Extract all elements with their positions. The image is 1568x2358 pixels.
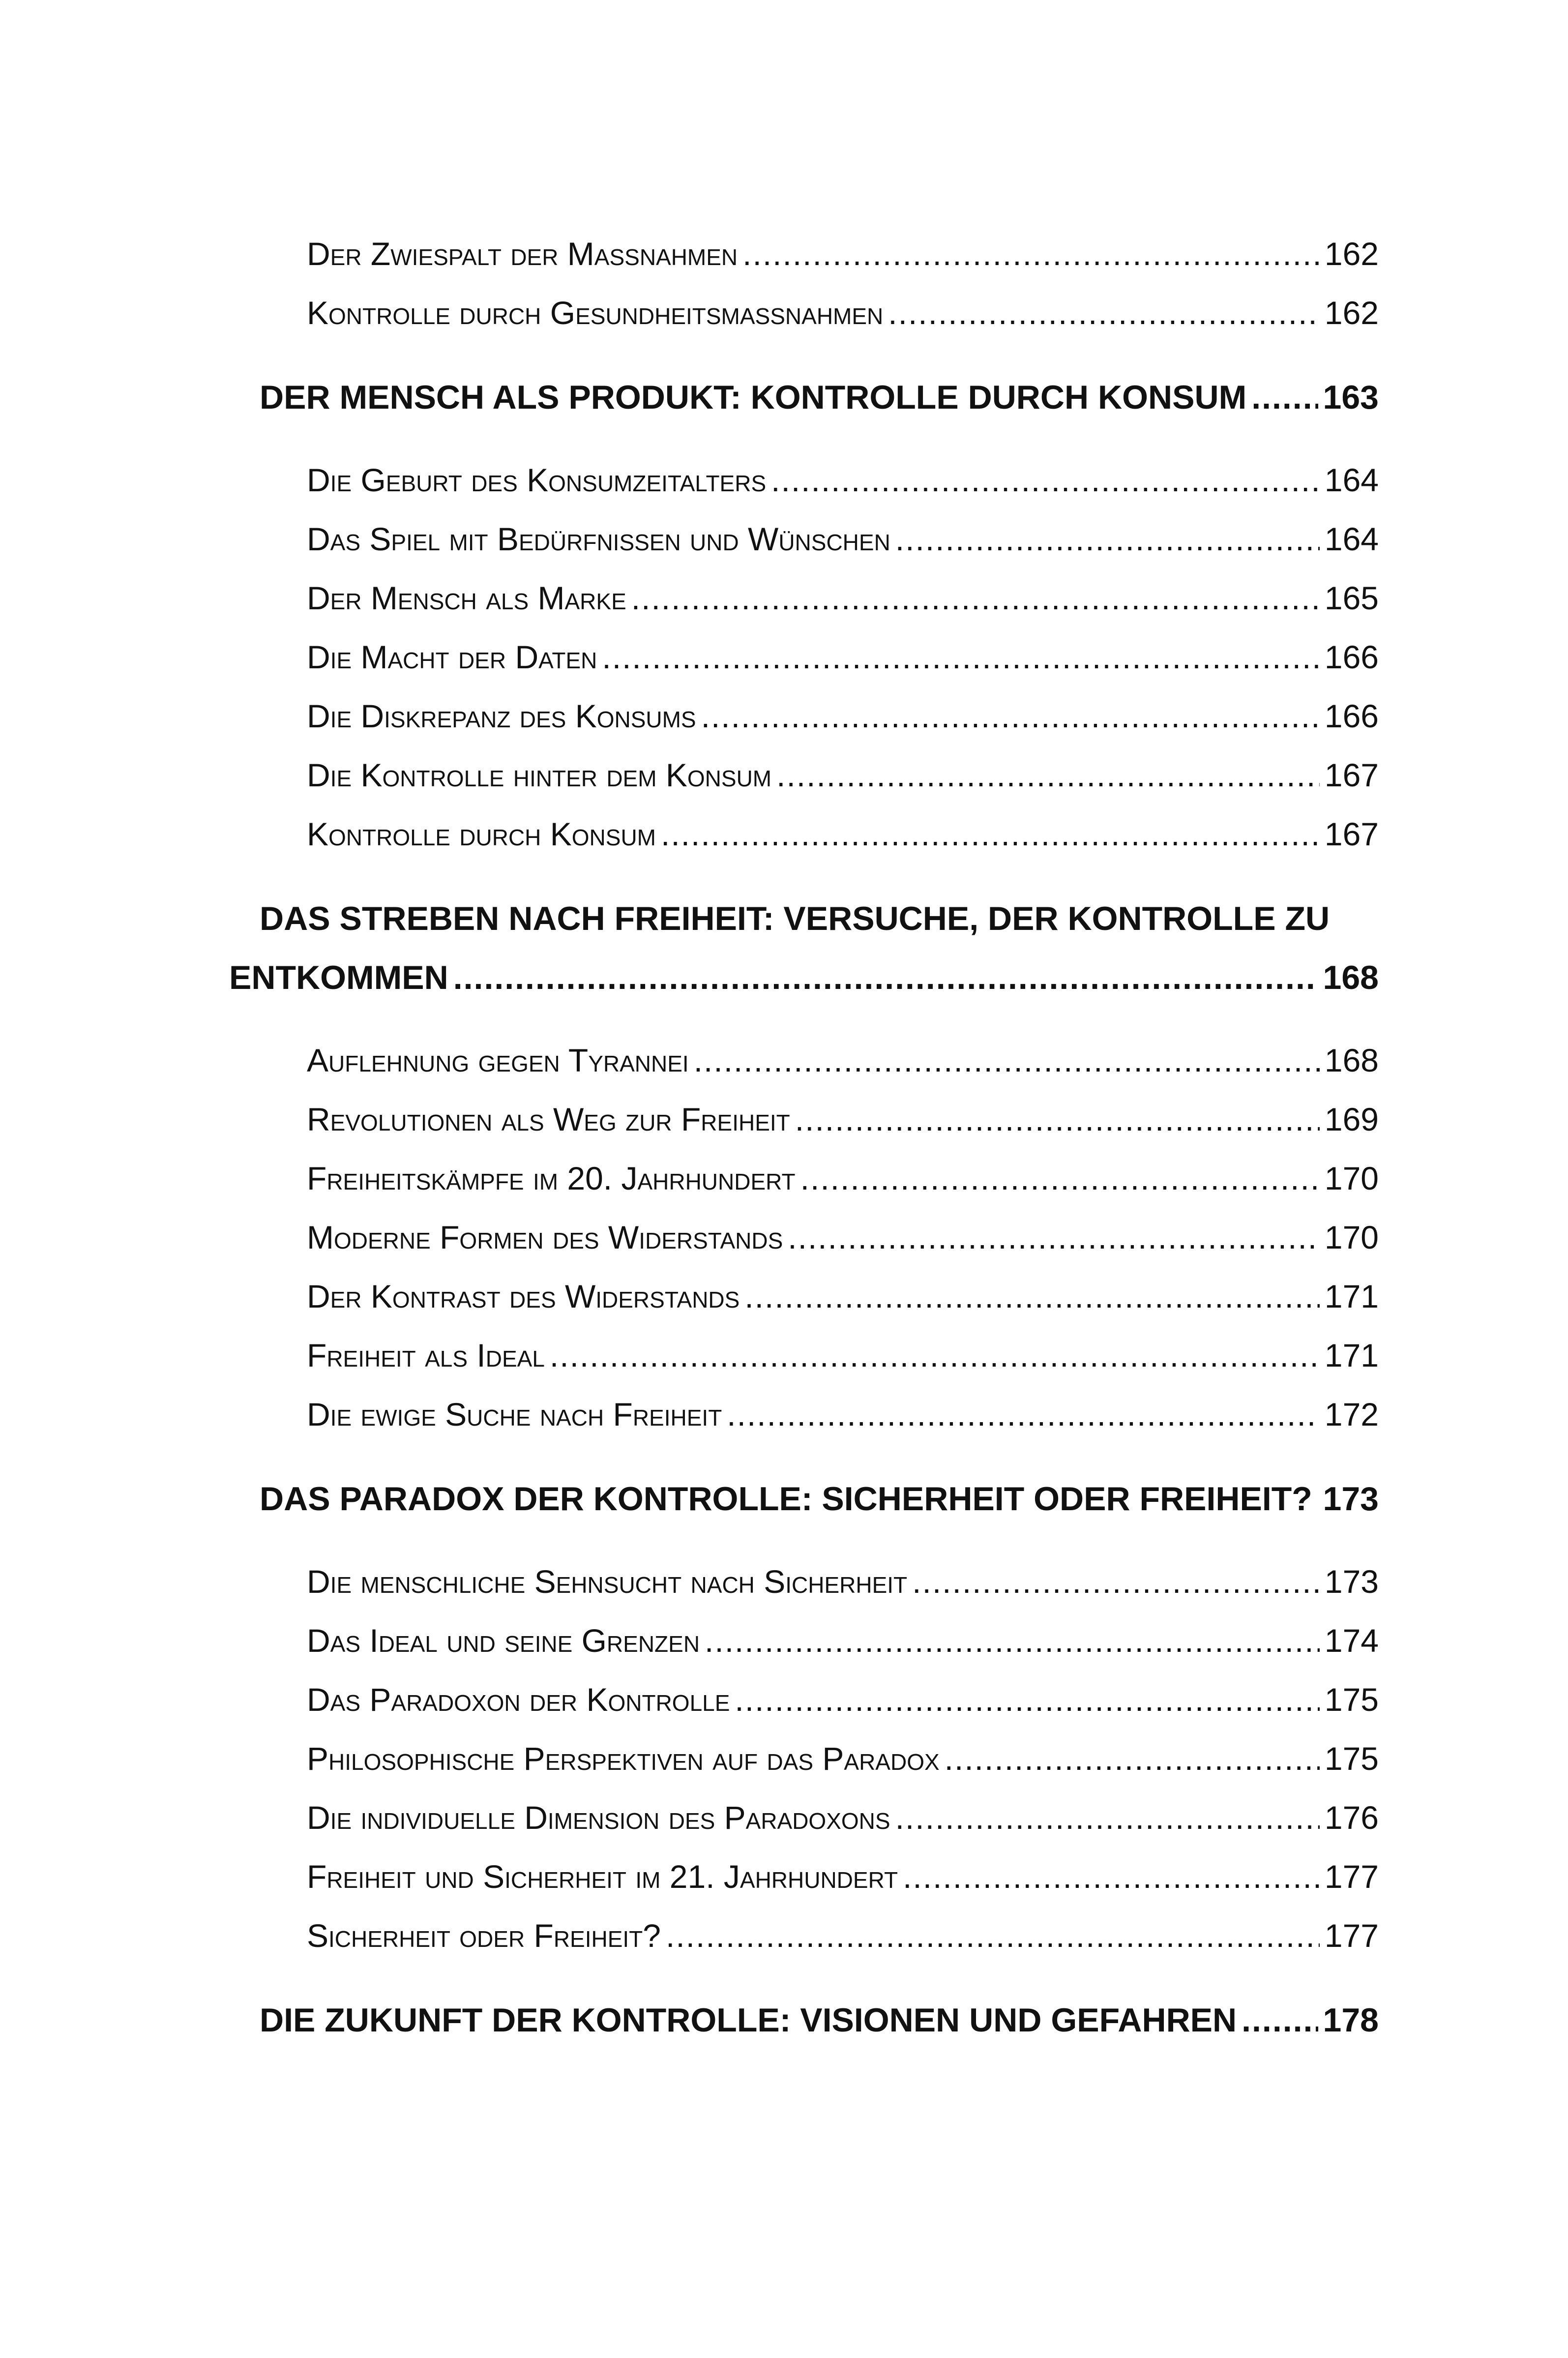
toc-chapter[interactable] (260, 1474, 1379, 1523)
toc-entry-page: 165 (1324, 580, 1379, 616)
toc-entry-title: Kontrolle durch Konsum (307, 816, 656, 852)
toc-entry-title: Die Diskrepanz des Konsums (307, 698, 696, 734)
toc-entry[interactable] (307, 1214, 1379, 1261)
toc-entry-page: 177 (1324, 1858, 1379, 1895)
leader-dots (666, 1912, 1320, 1959)
toc-entry-page: 175 (1324, 1681, 1379, 1718)
leader-dots (888, 289, 1320, 336)
toc-entry-page: 174 (1324, 1622, 1379, 1659)
toc-entry[interactable] (307, 1096, 1379, 1143)
toc-entry-page: 164 (1324, 521, 1379, 557)
toc-chapter[interactable] (260, 1996, 1379, 2045)
toc-entry[interactable] (307, 1676, 1379, 1723)
toc-entry-page: 170 (1324, 1219, 1379, 1255)
toc-chapter-page: 173 (1323, 1480, 1379, 1518)
toc-entry-page: 177 (1324, 1917, 1379, 1954)
toc-entry-page: 175 (1324, 1740, 1379, 1777)
toc-chapter[interactable] (229, 953, 1379, 1002)
toc-chapter-page: 163 (1323, 379, 1379, 416)
toc-entry-title: Die Kontrolle hinter dem Konsum (307, 757, 772, 793)
toc-entry-title: Kontrolle durch Gesundheitsmaßnahmen (307, 295, 884, 331)
toc-entry[interactable] (307, 692, 1379, 740)
toc-entry-title: Freiheit und Sicherheit im 21. Jahrhundert (307, 1858, 898, 1895)
toc-entry-title: Die Macht der Daten (307, 639, 597, 675)
leader-dots (903, 1853, 1320, 1900)
leader-dots (1251, 373, 1318, 422)
leader-dots (631, 574, 1320, 622)
toc-chapter-title-line1[interactable]: DAS STREBEN NACH FREIHEIT: VERSUCHE, DER KONTROLLE ZU (260, 900, 1330, 937)
toc-entry-page: 173 (1324, 1563, 1379, 1600)
toc-entry[interactable] (307, 515, 1379, 563)
toc-entry-title: Das Spiel mit Bedürfnissen und Wünschen (307, 521, 890, 557)
leader-dots (735, 1676, 1319, 1723)
toc-entry-title: Auflehnung gegen Tyrannei (307, 1042, 689, 1078)
toc-entry[interactable] (307, 1037, 1379, 1084)
toc-entry-title: Der Mensch als Marke (307, 580, 626, 616)
toc-entry[interactable] (307, 289, 1379, 336)
toc-chapter-page: 168 (1323, 959, 1379, 996)
toc-entry-title: Das Paradoxon der Kontrolle (307, 1681, 730, 1718)
leader-dots (602, 633, 1319, 681)
toc-entry-title: Die menschliche Sehnsucht nach Sicherheit (307, 1563, 908, 1600)
toc-entry[interactable] (307, 574, 1379, 622)
toc-entry[interactable] (307, 633, 1379, 681)
toc-entry-title: Revolutionen als Weg zur Freiheit (307, 1101, 790, 1137)
toc-entry[interactable] (307, 1617, 1379, 1664)
toc-entry[interactable] (307, 1794, 1379, 1841)
toc-entry-page: 171 (1324, 1278, 1379, 1314)
leader-dots (788, 1214, 1320, 1261)
toc-entry-page: 167 (1324, 816, 1379, 852)
toc-entry-page: 167 (1324, 757, 1379, 793)
leader-dots (661, 810, 1320, 858)
toc-entry-title: Die ewige Suche nach Freiheit (307, 1396, 722, 1433)
toc-chapter-title: DIE ZUKUNFT DER KONTROLLE: VISIONEN UND GEFAHREN (260, 2001, 1237, 2039)
toc-entry[interactable] (307, 1391, 1379, 1438)
toc-entry[interactable] (307, 1558, 1379, 1605)
leader-dots (694, 1037, 1320, 1084)
leader-dots (912, 1558, 1320, 1605)
leader-dots (550, 1332, 1320, 1379)
toc-entry-page: 164 (1324, 462, 1379, 498)
leader-dots (1317, 1474, 1318, 1523)
toc-entry[interactable] (307, 1155, 1379, 1202)
leader-dots (742, 230, 1320, 277)
toc-entry-page: 166 (1324, 698, 1379, 734)
toc-entry-page: 171 (1324, 1337, 1379, 1373)
toc-entry[interactable] (307, 230, 1379, 277)
toc-entry-page: 176 (1324, 1799, 1379, 1836)
toc-entry-page: 162 (1324, 236, 1379, 272)
toc-entry-title: Moderne Formen des Widerstands (307, 1219, 783, 1255)
toc-chapter-title-line2: ENTKOMMEN (229, 959, 448, 996)
toc-chapter-page: 178 (1323, 2001, 1379, 2039)
toc-entry[interactable] (307, 456, 1379, 504)
toc-entry-page: 162 (1324, 295, 1379, 331)
toc-entry-title: Freiheit als Ideal (307, 1337, 545, 1373)
leader-dots (453, 953, 1318, 1002)
toc-entry-title: Philosophische Perspektiven auf das Paradox (307, 1740, 940, 1777)
leader-dots (1242, 1996, 1318, 2045)
leader-dots (895, 515, 1320, 563)
toc-entry-title: Das Ideal und seine Grenzen (307, 1622, 700, 1659)
toc-entry[interactable] (307, 1273, 1379, 1320)
leader-dots (776, 751, 1320, 799)
leader-dots (705, 1617, 1320, 1664)
toc-entry-title: Freiheitskämpfe im 20. Jahrhundert (307, 1160, 796, 1196)
toc-entry-page: 168 (1324, 1042, 1379, 1078)
toc-entry[interactable] (307, 1332, 1379, 1379)
leader-dots (795, 1096, 1320, 1143)
toc-entry-page: 166 (1324, 639, 1379, 675)
toc-entry-page: 170 (1324, 1160, 1379, 1196)
toc-entry-page: 172 (1324, 1396, 1379, 1433)
leader-dots (744, 1273, 1320, 1320)
toc-entry-page: 169 (1324, 1101, 1379, 1137)
toc-chapter-title: DAS PARADOX DER KONTROLLE: SICHERHEIT ODER FREIHEIT? (260, 1480, 1312, 1518)
toc-chapter[interactable] (260, 373, 1379, 422)
toc-entry[interactable] (307, 751, 1379, 799)
leader-dots (727, 1391, 1320, 1438)
leader-dots (771, 456, 1320, 504)
toc-entry-title: Der Zwiespalt der Maßnahmen (307, 236, 738, 272)
toc-entry[interactable] (307, 810, 1379, 858)
toc-entry[interactable] (307, 1735, 1379, 1782)
leader-dots (945, 1735, 1320, 1782)
leader-dots (701, 692, 1320, 740)
leader-dots (800, 1155, 1320, 1202)
toc-entry-title: Die Geburt des Konsumzeitalters (307, 462, 767, 498)
leader-dots (895, 1794, 1320, 1841)
toc-chapter-title: DER MENSCH ALS PRODUKT: KONTROLLE DURCH KONSUM (260, 379, 1247, 416)
toc-entry-title: Der Kontrast des Widerstands (307, 1278, 740, 1314)
toc-entry[interactable] (307, 1853, 1379, 1900)
toc-entry-title: Sicherheit oder Freiheit? (307, 1917, 661, 1954)
toc-entry[interactable] (307, 1912, 1379, 1959)
toc-entry-title: Die individuelle Dimension des Paradoxons (307, 1799, 890, 1836)
